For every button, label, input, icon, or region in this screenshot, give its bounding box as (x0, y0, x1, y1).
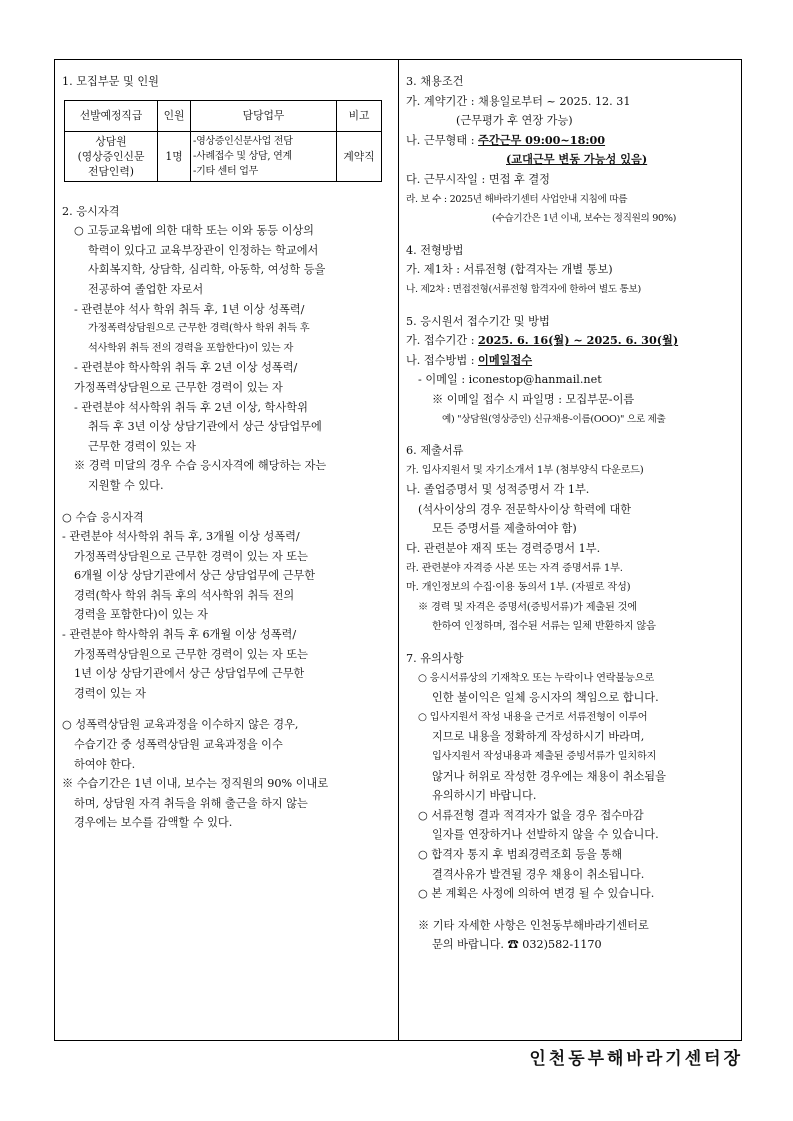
signature: 인천동부해바라기센터장 (529, 1049, 743, 1069)
trainee-line: 1년 이상 상담기관에서 상근 상담업무에 근무한 (74, 667, 305, 681)
contact-phone: 문의 바랍니다. ☎ 032)582-1170 (432, 938, 602, 952)
notice-line: ○ 서류전형 결과 적격자가 없을 경우 접수마감 (418, 808, 644, 822)
notice-line: ○ 합격자 통지 후 범죄경력조회 등을 통해 (418, 847, 623, 861)
notice-line: ○ 본 계획은 사정에 의하여 변경 될 수 있습니다. (418, 887, 655, 901)
training-line: 하며, 상담원 자격 취득을 위해 출근을 하지 않는 (74, 796, 308, 810)
training-line: 수습기간 중 성폭력상담원 교육과정을 이수 (74, 738, 283, 752)
contract-period: 가. 계약기간 : 채용일로부터 ~ 2025. 12. 31 (406, 94, 631, 108)
qualification-line: 사회복지학, 상담학, 심리학, 아동학, 여성학 등을 (88, 263, 326, 277)
section-6-title: 6. 제출서류 (406, 444, 464, 458)
trainee-line: - 관련분야 학사학위 취득 후 6개월 이상 성폭력/ (62, 628, 297, 642)
document-warning: 한하여 인정하며, 접수된 서류는 일체 반환하지 않음 (432, 621, 656, 633)
trainee-line: 가정폭력상담원으로 근무한 경력이 있는 자 또는 (74, 647, 308, 661)
qualification-line: 가정폭력상담원으로 근무한 경력(학사 학위 취득 후 (88, 323, 310, 335)
table-header: 비고 (337, 100, 382, 131)
qualification-line: - 관련분야 석사 학위 취득 후, 1년 이상 성폭력/ (74, 302, 305, 316)
trainee-line: 6개월 이상 상담기관에서 상근 상담업무에 근무한 (74, 569, 316, 583)
trainee-line: 가정폭력상담원으로 근무한 경력이 있는 자 또는 (74, 549, 308, 563)
count-cell: 1명 (158, 131, 191, 181)
training-line: 하여야 한다. (74, 757, 136, 771)
section-7-title: 7. 유의사항 (406, 652, 464, 666)
notice-line: 인한 불이익은 일체 응시자의 책임으로 합니다. (432, 691, 659, 705)
application-method: 나. 접수방법 : 이메일접수 (406, 352, 533, 367)
notice-line: 않거나 허위로 작성한 경우에는 채용이 취소됨을 (432, 769, 666, 783)
qualification-line: 석사학위 취득 전의 경력을 포함한다)이 있는 자 (88, 342, 294, 354)
duty-cell: -영상증인신문사업 전담 -사례접수 및 상담, 연계 -기타 센터 업무 (191, 131, 337, 181)
email-address: - 이메일 : iconestop@hanmail.net (418, 373, 602, 387)
start-date: 다. 근무시작일 : 면접 후 결정 (406, 172, 550, 186)
qualification-line: - 관련분야 학사학위 취득 후 2년 이상 성폭력/ (74, 361, 298, 375)
trainee-line: - 관련분야 석사학위 취득 후, 3개월 이상 성폭력/ (62, 530, 300, 544)
section-2-title: 2. 응시자격 (62, 204, 120, 218)
document-item: 라. 관련분야 자격증 사본 또는 자격 증명서류 1부. (406, 562, 623, 574)
work-type-note: (교대근무 변동 가능성 있음) (506, 152, 648, 167)
position-cell: 상담원 (영상증인신문 전담인력) (65, 131, 158, 181)
trainee-line: 경력이 있는 자 (74, 686, 146, 700)
qualification-line: - 관련분야 석사학위 취득 후 2년 이상, 학사학위 (74, 400, 308, 414)
notice-line: 입사지원서 작성내용과 제출된 증빙서류가 일치하지 (432, 751, 657, 762)
qualification-line: 가정폭력상담원으로 근무한 경력이 있는 자 (74, 380, 283, 394)
column-divider (398, 59, 399, 1041)
step-2: 나. 제2차 : 면접전형(서류전형 합격자에 한하여 별도 통보) (406, 283, 641, 295)
filename-example: 예) "상담원(영상증인) 신규채용-이름(OOO)" 으로 제출 (442, 413, 666, 425)
notice-line: 결격사유가 발견될 경우 채용이 취소됩니다. (432, 867, 645, 881)
notice-line: ○ 입사지원서 작성 내용을 근거로 서류전형이 이루어 (418, 711, 648, 723)
filename-rule: ※ 이메일 접수 시 파일명 : 모집부문-이름 (432, 392, 635, 406)
right-column (406, 72, 740, 955)
section-3-title: 3. 채용조건 (406, 75, 464, 88)
trainee-title: ○ 수습 응시자격 (62, 510, 144, 524)
section-1-title: 1. 모집부문 및 인원 (62, 75, 159, 88)
qualification-line: 학력이 있다고 교육부장관이 인정하는 학교에서 (88, 243, 319, 257)
recruitment-table (64, 100, 382, 182)
table-header: 선발예정직급 (65, 100, 158, 131)
qualification-line: 취득 후 3년 이상 상담기관에서 상근 상담업무에 (88, 420, 322, 434)
notice-line: ○ 응시서류상의 기재착오 또는 누락이나 연락불능으로 (418, 672, 654, 684)
section-5-title: 5. 응시원서 접수기간 및 방법 (406, 314, 550, 328)
contract-period-note: (근무평가 후 연장 가능) (456, 114, 573, 128)
qualification-line: ※ 경력 미달의 경우 수습 응시자격에 해당하는 자는 (74, 459, 327, 473)
trainee-line: 경력을 포함한다)이 있는 자 (74, 608, 208, 622)
section-4-title: 4. 전형방법 (406, 243, 464, 257)
document-note: 모든 증명서를 제출하여야 함) (432, 522, 577, 536)
qualification-line: 지원할 수 있다. (88, 478, 164, 492)
work-type: 나. 근무형태 : 주간근무 09:00~18:00 (406, 132, 606, 147)
qualification-line: ○ 고등교육법에 의한 대학 또는 이와 동등 이상의 (74, 224, 314, 238)
table-header: 인원 (158, 100, 191, 131)
document-item: 다. 관련분야 재직 또는 경력증명서 1부. (406, 542, 601, 556)
work-hours: 주간근무 09:00~18:00 (478, 132, 606, 147)
notice-line: 유의하시기 바랍니다. (432, 789, 537, 803)
note-cell: 계약직 (337, 131, 382, 181)
document-note: (석사이상의 경우 전문학사이상 학력에 대한 (418, 502, 632, 516)
pay-note: (수습기간은 1년 이내, 보수는 정직원의 90%) (492, 213, 677, 225)
document-warning: ※ 경력 및 자격은 증명서(증빙서류)가 제출된 것에 (418, 601, 637, 613)
notice-line: 지므로 내용을 정확하게 작성하시기 바라며, (432, 730, 645, 744)
application-period: 가. 접수기간 : 2025. 6. 16(월) ~ 2025. 6. 30(월) (406, 333, 679, 348)
document-item: 마. 개인정보의 수집·이용 동의서 1부. (자필로 작성) (406, 582, 631, 594)
document-item: 가. 입사지원서 및 자기소개서 1부 (첨부양식 다운로드) (406, 464, 644, 476)
document-item: 나. 졸업증명서 및 성적증명서 각 1부. (406, 483, 590, 497)
pay: 라. 보 수 : 2025년 해바라기센터 사업안내 지침에 따름 (406, 193, 628, 205)
training-line: 경우에는 보수를 감액할 수 있다. (74, 816, 233, 830)
qualification-line: 전공하여 졸업한 자로서 (88, 282, 204, 296)
step-1: 가. 제1차 : 서류전형 (합격자는 개별 통보) (406, 263, 613, 277)
qualification-line: 근무한 경력이 있는 자 (88, 439, 196, 453)
training-line: ○ 성폭력상담원 교육과정을 이수하지 않은 경우, (62, 718, 299, 732)
left-column (62, 72, 394, 833)
table-header: 담당업무 (191, 100, 337, 131)
trainee-line: 경력(학사 학위 취득 후의 석사학위 취득 전의 (74, 588, 295, 602)
training-line: ※ 수습기간은 1년 이내, 보수는 정직원의 90% 이내로 (62, 777, 329, 791)
contact-line: ※ 기타 자세한 사항은 인천동부해바라기센터로 (418, 918, 649, 932)
notice-line: 일자를 연장하거나 선발하지 않을 수 있습니다. (432, 828, 659, 842)
